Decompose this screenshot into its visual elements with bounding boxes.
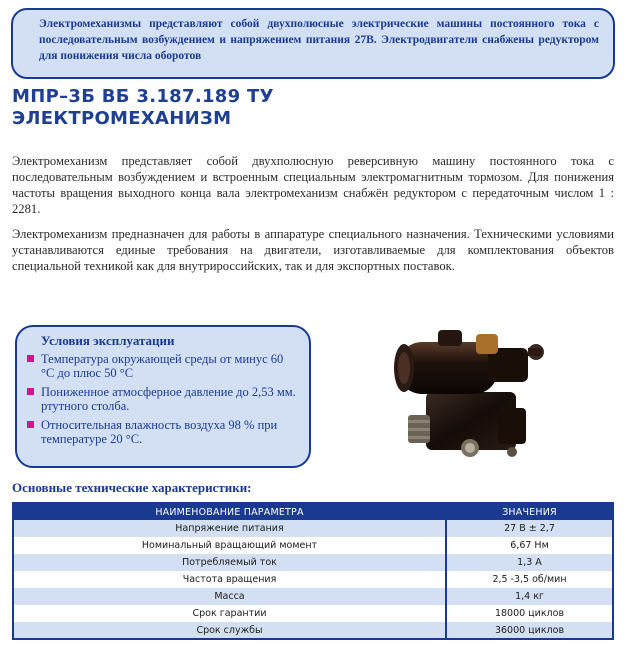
parameter-cell: Номинальный вращающий момент [13,537,446,554]
electromechanism-photo [378,320,558,470]
square-bullet-icon [27,355,34,362]
operating-conditions-title: Условия эксплуатации [41,333,175,348]
table-row [13,554,613,571]
square-bullet-icon [27,388,34,395]
condition-item [27,385,299,413]
intro-banner-text: Электромеханизмы представляют собой двухполюсные электрические машины постоянного тока с последовательным возбуждением и напряжением питания 27В. Электродвигатели снабжены редуктором для понижения числа оборотов [39,18,599,62]
condition-text: Пониженное атмосферное давление до 2,53 мм. ртутного столба. [41,385,296,413]
parameter-cell: Частота вращения [13,571,446,588]
operating-conditions-panel [15,325,311,468]
value-cell: 6,67 Нм [446,537,613,554]
value-cell: 27 В ± 2,7 [446,520,613,537]
parameter-cell: Напряжение питания [13,520,446,537]
intro-banner [11,8,615,79]
table-row [13,622,613,639]
parameter-cell: Потребляемый ток [13,554,446,571]
value-cell: 36000 циклов [446,622,613,639]
value-cell: 1,4 кг [446,588,613,605]
square-bullet-icon [27,421,34,428]
condition-text: Относительная влажность воздуха 98 % при температуре 20 °С. [41,418,278,446]
product-code: МПР–3Б ВБ 3.187.189 ТУ [12,86,274,107]
specs-header-row [13,503,613,520]
parameter-cell: Масса [13,588,446,605]
value-cell: 2,5 -3,5 об/мин [446,571,613,588]
table-row [13,571,613,588]
condition-item [27,352,299,380]
table-row [13,537,613,554]
purpose-paragraph: Электромеханизм предназначен для работы в аппаратуре специального назначения. Техническими условиями устанавливаются единые требования на двигатели, изготавливаемые для комплектования объектов специальной техникой как для внутрироссийских, так и для экспортных поставок. [12,227,614,273]
parameter-cell: Срок службы [13,622,446,639]
product-type: ЭЛЕКТРОМЕХАНИЗМ [12,108,232,129]
table-row [13,605,613,622]
table-row [13,520,613,537]
parameter-cell: Срок гарантии [13,605,446,622]
description-paragraph: Электромеханизм представляет собой двухполюсную реверсивную машину постоянного тока с последовательным возбуждением и встроенным специальным электромагнитным тормозом. Для понижения частоты вращения выходного конца вала электромеханизм снабжён редуктором с передаточным числом 1 : 2281. [12,154,614,216]
condition-item [27,418,299,446]
table-row [13,588,613,605]
product-title [12,86,274,130]
condition-text: Температура окружающей среды от минус 60 °С до плюс 50 °С [41,352,284,380]
value-cell: 1,3 А [446,554,613,571]
column-header-value: ЗНАЧЕНИЯ [446,503,613,520]
specs-title: Основные технические характеристики: [12,480,252,495]
value-cell: 18000 циклов [446,605,613,622]
specs-table [12,502,614,640]
column-header-parameter: НАИМЕНОВАНИЕ ПАРАМЕТРА [13,503,446,520]
